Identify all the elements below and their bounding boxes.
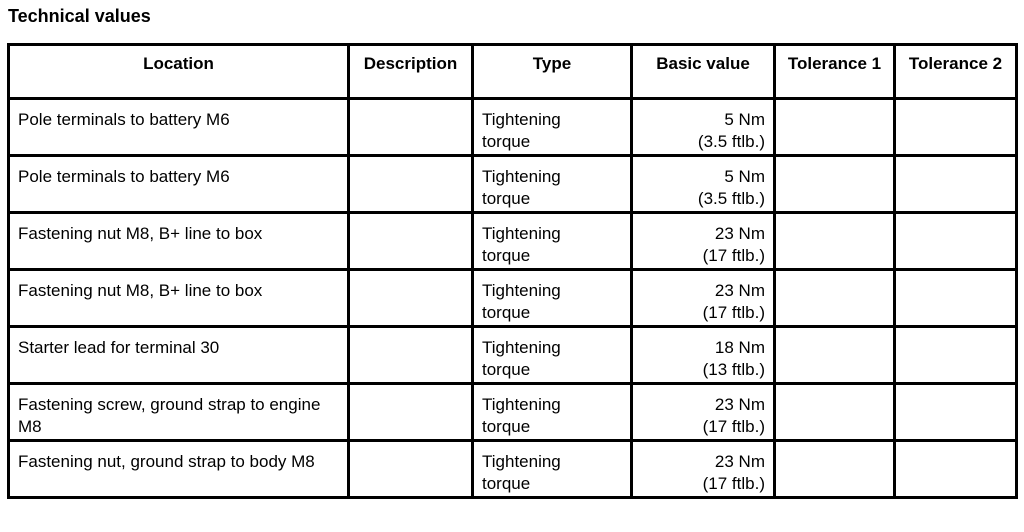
- type-line-2: torque: [482, 303, 531, 322]
- type-cell: [474, 271, 633, 328]
- location-cell: Starter lead for terminal 30: [10, 328, 350, 385]
- type-cell: [474, 442, 633, 499]
- location-cell: Fastening nut M8, B+ line to box: [10, 271, 350, 328]
- location-cell: Pole terminals to battery M6: [10, 100, 350, 157]
- tolerance-1-cell: [776, 271, 896, 328]
- basic-value-ftlb: (17 ftlb.): [702, 246, 765, 265]
- page-title: Technical values: [8, 6, 151, 26]
- type-line-1: Tightening: [482, 281, 561, 300]
- basic-value-cell: [633, 442, 776, 499]
- type-cell: [474, 100, 633, 157]
- table-row: [10, 442, 1018, 499]
- table-row: [10, 385, 1018, 442]
- basic-value-nm: 23 Nm: [714, 395, 765, 414]
- tolerance-2-cell: [896, 328, 1018, 385]
- type-line-2: torque: [482, 360, 531, 379]
- basic-value-ftlb: (17 ftlb.): [702, 303, 765, 322]
- description-cell: [350, 442, 474, 499]
- basic-value-nm: 23 Nm: [714, 281, 765, 300]
- location-cell: Fastening nut M8, B+ line to box: [10, 214, 350, 271]
- type-cell: [474, 328, 633, 385]
- basic-value-cell: [633, 100, 776, 157]
- basic-value-ftlb: (17 ftlb.): [702, 474, 765, 493]
- tolerance-1-cell: [776, 328, 896, 385]
- basic-value-cell: [633, 157, 776, 214]
- tolerance-2-cell: [896, 385, 1018, 442]
- description-cell: [350, 100, 474, 157]
- basic-value-cell: [633, 328, 776, 385]
- tolerance-2-cell: [896, 214, 1018, 271]
- header-type: Type: [474, 46, 633, 100]
- basic-value-ftlb: (17 ftlb.): [702, 417, 765, 436]
- table-row: [10, 271, 1018, 328]
- tolerance-2-cell: [896, 271, 1018, 328]
- description-cell: [350, 328, 474, 385]
- description-cell: [350, 385, 474, 442]
- tolerance-1-cell: [776, 385, 896, 442]
- type-line-1: Tightening: [482, 338, 561, 357]
- tolerance-2-cell: [896, 100, 1018, 157]
- tolerance-1-cell: [776, 100, 896, 157]
- tolerance-2-cell: [896, 157, 1018, 214]
- header-basic-value: Basic value: [633, 46, 776, 100]
- type-line-2: torque: [482, 189, 531, 208]
- location-cell: Pole terminals to battery M6: [10, 157, 350, 214]
- basic-value-nm: 18 Nm: [714, 338, 765, 357]
- type-line-1: Tightening: [482, 452, 561, 471]
- basic-value-ftlb: (3.5 ftlb.): [697, 189, 765, 208]
- header-location: Location: [10, 46, 350, 100]
- location-cell: Fastening screw, ground strap to engine M8: [10, 385, 350, 442]
- basic-value-cell: [633, 385, 776, 442]
- tolerance-1-cell: [776, 157, 896, 214]
- technical-values-table: [7, 43, 1018, 499]
- type-cell: [474, 157, 633, 214]
- description-cell: [350, 214, 474, 271]
- type-line-1: Tightening: [482, 110, 561, 129]
- basic-value-nm: 23 Nm: [714, 452, 765, 471]
- type-line-1: Tightening: [482, 224, 561, 243]
- type-line-2: torque: [482, 246, 531, 265]
- type-cell: [474, 385, 633, 442]
- tolerance-2-cell: [896, 442, 1018, 499]
- type-cell: [474, 214, 633, 271]
- table-row: [10, 328, 1018, 385]
- type-line-2: torque: [482, 474, 531, 493]
- description-cell: [350, 271, 474, 328]
- basic-value-ftlb: (13 ftlb.): [702, 360, 765, 379]
- tolerance-1-cell: [776, 442, 896, 499]
- basic-value-nm: 23 Nm: [714, 224, 765, 243]
- header-tolerance-1: Tolerance 1: [776, 46, 896, 100]
- basic-value-ftlb: (3.5 ftlb.): [697, 132, 765, 151]
- table-header-row: [10, 46, 1018, 100]
- tolerance-1-cell: [776, 214, 896, 271]
- basic-value-nm: 5 Nm: [724, 167, 765, 186]
- table-body: [10, 100, 1018, 499]
- header-description: Description: [350, 46, 474, 100]
- table-row: [10, 100, 1018, 157]
- type-line-2: torque: [482, 132, 531, 151]
- header-tolerance-2: Tolerance 2: [896, 46, 1018, 100]
- type-line-1: Tightening: [482, 167, 561, 186]
- basic-value-cell: [633, 214, 776, 271]
- type-line-2: torque: [482, 417, 531, 436]
- table-row: [10, 157, 1018, 214]
- table-row: [10, 214, 1018, 271]
- basic-value-cell: [633, 271, 776, 328]
- location-cell: Fastening nut, ground strap to body M8: [10, 442, 350, 499]
- basic-value-nm: 5 Nm: [724, 110, 765, 129]
- description-cell: [350, 157, 474, 214]
- type-line-1: Tightening: [482, 395, 561, 414]
